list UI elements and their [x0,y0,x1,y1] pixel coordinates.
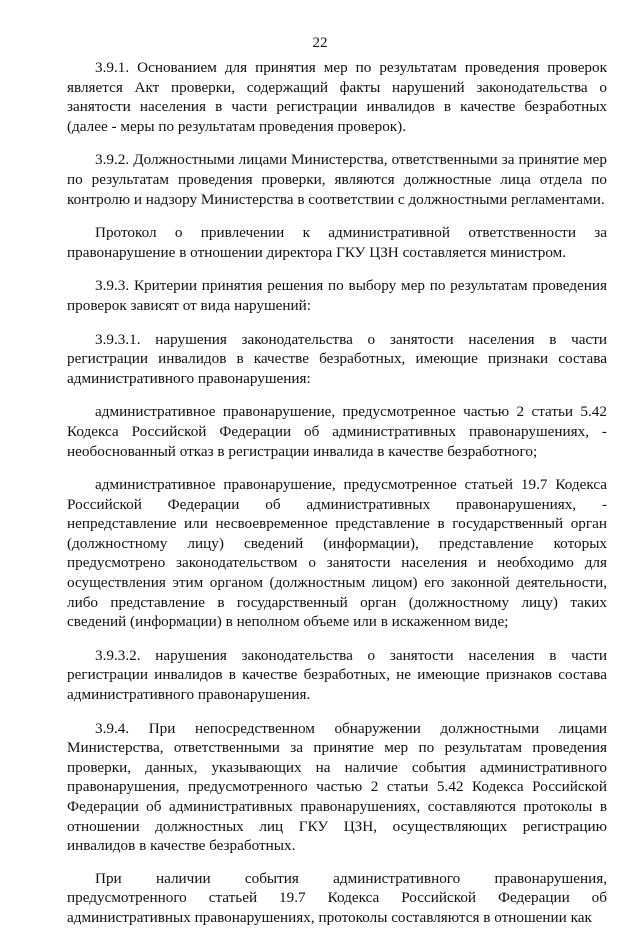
paragraph-3-9-3-2: 3.9.3.2. нарушения законодательства о занятости населения в части регистрации инвалидов в качестве безработных, не имеющие признаков состава административного правонарушения. [67,646,607,704]
paragraph-protocol-director: Протокол о привлечении к административной ответственности за правонарушение в отношении директора ГКУ ЦЗН составляется министром. [67,224,607,261]
paragraph-3-9-1: 3.9.1. Основанием для принятия мер по результатам проведения проверок является Акт проверки, содержащий факты нарушений законодательства о занятости населения в части регистрации инвалидов в качестве безработных (далее - меры по результатам проведения проверок). [67,59,607,135]
paragraph-offense-19-7: административное правонарушение, предусмотренное статьей 19.7 Кодекса Российской Федерации об административных правонарушениях, - непредставление или несвоевременное представление в государственный орган (должностному лицу) сведений (информации), представление которых предусмотрено законодательством о занятости населения и необходимо для осуществления этим органом (должностным лицом) его законной деятельности, либо представление в государственный орган (должностному лицу) таких сведений (информации) в неполном объеме или в искаженном виде; [67,476,607,631]
paragraph-3-9-3: 3.9.3. Критерии принятия решения по выбору мер по результатам проведения проверок зависят от вида нарушений: [67,277,607,314]
paragraph-event-19-7: При наличии события административного правонарушения, предусмотренного статьей 19.7 Кодекса Российской Федерации об административных правонарушениях, протоколы составляются в отношении как [67,869,607,926]
paragraph-offense-5-42: административное правонарушение, предусмотренное частью 2 статьи 5.42 Кодекса Российской Федерации об административных правонарушениях, - необоснованный отказ в регистрации инвалида в качестве безработного; [67,403,607,460]
document-body [67,58,607,928]
paragraph-3-9-2: 3.9.2. Должностными лицами Министерства, ответственными за принятие мер по результатам проведения проверки, являются должностные лица отдела по контролю и надзору Министерства в соответствии с должностными регламентами. [67,151,607,208]
paragraph-3-9-3-1: 3.9.3.1. нарушения законодательства о занятости населения в части регистрации инвалидов в качестве безработных, имеющие признаки состава административного правонарушения: [67,330,607,387]
page-number: 22 [312,35,328,51]
paragraph-3-9-4: 3.9.4. При непосредственном обнаружении должностными лицами Министерства, ответственными за принятие мер по результатам проведения проверки, данных, указывающих на наличие события административного правонарушения, предусмотренного частью 2 статьи 5.42 Кодекса Российской Федерации об административных правонарушениях, составляются протоколы в отношении должностных лиц ГКУ ЦЗН, осуществляющих регистрацию инвалидов в качестве безработных. [67,719,607,855]
